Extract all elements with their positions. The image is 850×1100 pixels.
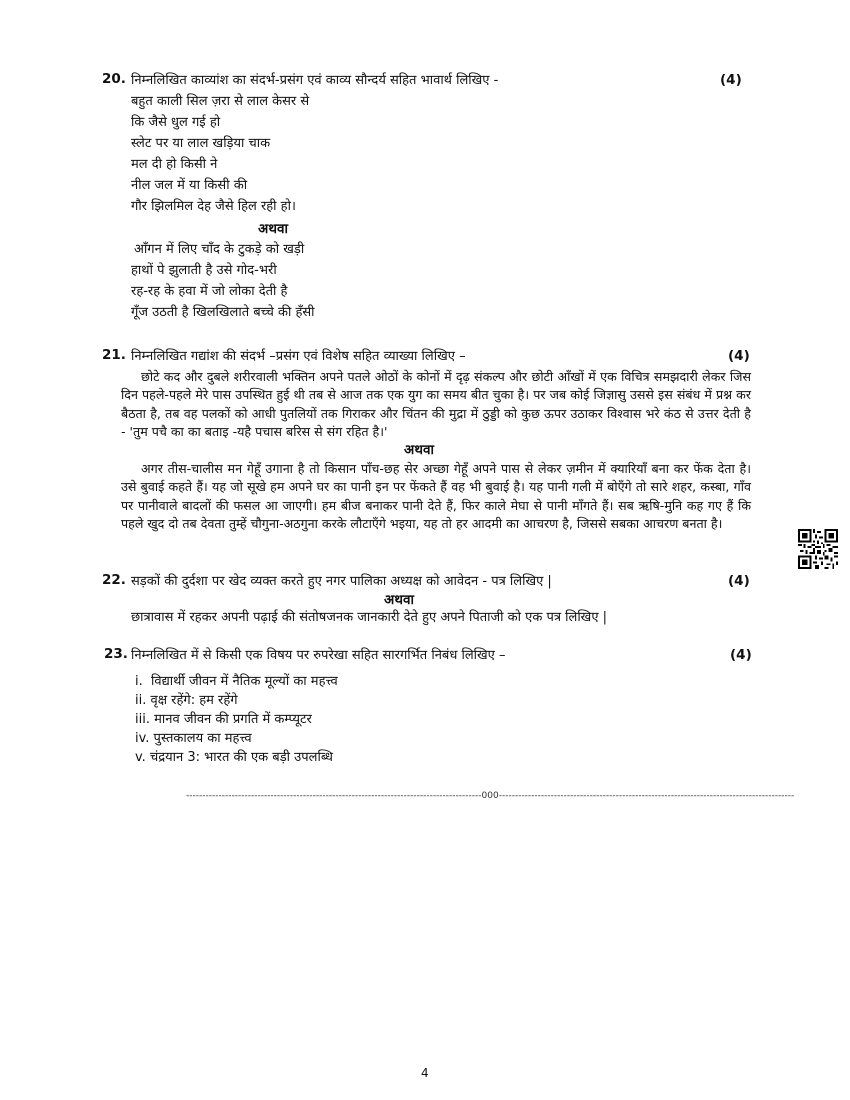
q20-poem2-line: हाथों पे झुलाती है उसे गोद-भरी: [131, 263, 277, 278]
qr-code-icon: [798, 528, 838, 570]
q22-or-label: अथवा: [384, 592, 414, 608]
page-number: 4: [421, 1066, 429, 1080]
q21-passage-2: [121, 460, 751, 533]
q20-marks: (4): [720, 72, 742, 88]
q21-marks: (4): [728, 348, 750, 364]
q22-alternative: छात्रावास में रहकर अपनी पढ़ाई की संतोषजनक जानकारी देते हुए अपने पिताजी को एक पत्र लिखिए |: [131, 610, 608, 625]
q20-prompt: निम्नलिखित काव्यांश का संदर्भ-प्रसंग एवं काव्य सौन्दर्य सहित भावार्थ लिखिए -: [131, 73, 499, 88]
q23-marks: (4): [730, 647, 752, 663]
q21-prompt: निम्नलिखित गद्यांश की संदर्भ –प्रसंग एवं विशेष सहित व्याख्या लिखिए –: [131, 349, 466, 364]
q22-marks: (4): [728, 573, 750, 589]
q21-passage-1: [121, 368, 751, 441]
q22-number: 22.: [102, 572, 126, 588]
q20-poem2-line: गूँज उठती है खिलखिलाते बच्चे की हँसी: [131, 305, 315, 320]
q20-poem1-line: मल दी हो किसी ने: [131, 157, 218, 172]
end-divider-text: -------------------------------------------------------------------------------------------000-------------------------------------------------------------------------------------------: [186, 791, 795, 801]
q23-topic: i. विद्यार्थी जीवन में नैतिक मूल्यों का महत्त्व: [135, 674, 338, 689]
q22-prompt: सड़कों की दुर्दशा पर खेद व्यक्त करते हुए नगर पालिका अध्यक्ष को आवेदन - पत्र लिखिए |: [131, 574, 552, 589]
qr-code-graphic: [798, 528, 838, 570]
q20-poem1-line: गौर झिलमिल देह जैसे हिल रही हो।: [131, 199, 296, 214]
q23-topic: iii. मानव जीवन की प्रगति में कम्प्यूटर: [135, 712, 312, 727]
q23-number: 23.: [104, 646, 128, 662]
q23-prompt: निम्नलिखित में से किसी एक विषय पर रुपरेखा सहित सारगर्भित निबंध लिखिए –: [131, 648, 506, 663]
q23-topic: iv. पुस्तकालय का महत्त्व: [135, 731, 252, 746]
q20-poem1-line: बहुत काली सिल ज़रा से लाल केसर से: [131, 94, 310, 109]
q21-number: 21.: [102, 347, 126, 363]
q20-number: 20.: [102, 71, 126, 87]
q23-topic: v. चंद्रयान 3: भारत की एक बड़ी उपलब्धि: [135, 750, 333, 765]
end-divider: [186, 783, 795, 802]
q23-topic: ii. वृक्ष रहेंगे: हम रहेंगे: [135, 693, 238, 708]
q20-poem2-line: आँगन में लिए चाँद के टुकड़े को खड़ी: [134, 242, 305, 257]
q21-or-label: अथवा: [404, 442, 434, 458]
q20-or-label: अथवा: [258, 221, 288, 237]
q20-poem1-line: कि जैसे धुल गई हो: [131, 115, 221, 130]
q20-poem2-line: रह-रह के हवा में जो लोका देती है: [131, 284, 288, 299]
q21-passage-2-text: अगर तीस-चालीस मन गेहूँ उगाना है तो किसान पाँच-छह सेर अच्छा गेहूँ अपने पास से लेकर ज़मीन में क्यारियाँ बना कर फेंक देता है। उसे बुवाई कहते हैं। यह जो सूखे हम अपने घर का पानी इन पर फेंकते हैं वह भी बुवाई है। यह पानी गली में बोएँगे तो सारे शहर, कस्बा, गाँव पर पानीवाले बादलों की फसल आ जाएगी। हम बीज बनाकर पानी देते हैं, फिर काले मेघा से पानी माँगते हैं। सब ऋषि-मुनि कह गए हैं कि पहले खुद दो तब देवता तुम्हें चौगुना-अठगुना करके लौटाएँगे भइया, यह तो हर आदमी का आचरण है, जिससे सबका आचरण बनता है।: [121, 461, 751, 531]
q20-poem1-line: नील जल में या किसी की: [131, 178, 248, 193]
q21-passage-1-text: छोटे कद और दुबले शरीरवाली भक्तिन अपने पतले ओठों के कोनों में दृढ़ संकल्प और छोटी आँखों में एक विचित्र समझदारी लेकर जिस दिन पहले-पहले मेरे पास उपस्थित हुई थी तब से आज तक एक युग का समय बीत चुका है। पर जब कोई जिज्ञासु उससे इस संबंध में प्रश्न कर बैठता है, तब वह पलकों को आधी पुतलियों तक गिराकर और चिंतन की मुद्रा में ठुड्डी को कुछ ऊपर उठाकर विश्वास भरे कंठ से उत्तर देती है - 'तुम पचै का का बताइ -यहै पचास बरिस से संग रहित है।': [121, 369, 751, 439]
q20-poem1-line: स्लेट पर या लाल खड़िया चाक: [131, 136, 271, 151]
